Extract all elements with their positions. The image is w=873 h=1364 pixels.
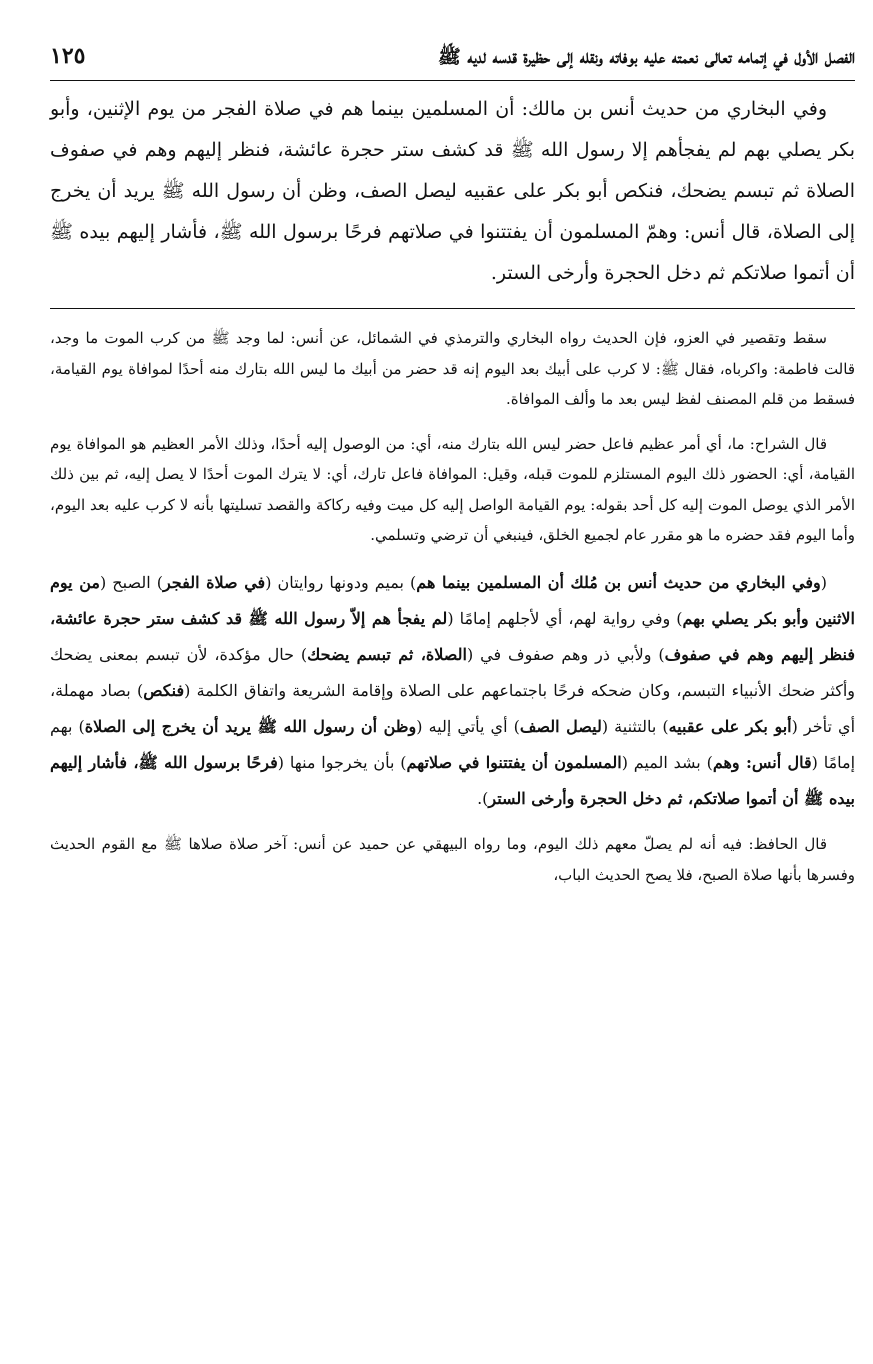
book-page <box>50 40 855 1330</box>
commentary-quoted-text: قال أنس: وهم <box>712 752 812 772</box>
page-number: ١٢٥ <box>50 43 86 69</box>
header-rule <box>50 80 855 81</box>
commentary-quoted-text: أبو بكر على عقبيه <box>668 716 792 736</box>
commentary-segment: ) حال مؤكدة، لأن تبسم بمعنى يضحك وأكثر ضحك الأنبياء التبسم، وكان ضحكه فرحًا باجتماعهم على الصلاة وإقامة الشريعة واتفاق الكلمة ( <box>50 644 855 700</box>
footnote-paragraph: سقط وتقصير في العزو، فإن الحديث رواه البخاري والترمذي في الشمائل، عن أنس: لما وجد ﷺ من كرب الموت ما وجد، قالت فاطمة: واكرباه، فقال ﷺ: لا كرب على أبيك بعد اليوم إنه قد حضر من أبيك ما ليس الله بتارك منه أحدًا لموافاة يوم القيامة، فسقط من قلم المصنف لفظ ليس بعد ما وألف الموافاة. <box>50 329 855 408</box>
chapter-title: الفصل الأول في إتمامه تعالى نعمته عليه بوفاته ونقله إلى حظيرة قدسه لديه ﷺ <box>437 46 855 68</box>
commentary-segment: ) بأن يخرجوا منها ( <box>277 752 407 772</box>
commentary-segment: ) بميم ودونها روايتان ( <box>265 572 417 592</box>
commentary-quoted-text: فنكص <box>143 680 185 700</box>
commentary-segment: ) الصبح ( <box>99 572 163 592</box>
commentary-quoted-text: فرحًا برسول الله ﷺ، فأشار إليهم بيده ﷺ أن أتموا صلاتكم، ثم دخل الحجرة وأرخى الستر <box>50 752 855 808</box>
commentary-quoted-text: من يوم الاثنين وأبو بكر يصلي بهم <box>50 572 855 628</box>
commentary-segment: ) بصاد مهملة، أي تأخر ( <box>50 680 856 736</box>
commentary-quoted-text: المسلمون أن يفتتنوا في صلاتهم <box>406 752 622 772</box>
commentary-segment: ) أي يأتي إليه ( <box>416 716 520 736</box>
commentary-segment: ) ولأبي ذر وهم صفوف في ( <box>466 644 665 664</box>
commentary-segment: ) وفي رواية لهم، أي لأجلهم إمامًا ( <box>447 608 683 628</box>
commentary-paragraph <box>50 565 855 817</box>
commentary-quoted-text: ليصل الصف <box>519 716 602 736</box>
hafiz-note-paragraph: قال الحافظ: فيه أنه لم يصلّ معهم ذلك اليوم، وما رواه البيهقي عن حميد عن أنس: آخر صلاة صلاها ﷺ مع القوم الحديث وفسرها بأنها صلاة الصبح، فلا يصح الحديث الباب، <box>50 834 855 884</box>
commentary-segment: ) بشد الميم ( <box>621 752 713 772</box>
commentary-quoted-text: لم يفجأ هم إلاّ رسول الله ﷺ قد كشف ستر حجرة عائشة، فنظر إليهم وهم في صفوف <box>50 608 855 664</box>
commentary-quoted-text: وظن أن رسول الله ﷺ يريد أن يخرج إلى الصلاة <box>84 716 417 736</box>
commentary-segment: ). <box>477 788 489 808</box>
commentary-segment: ( <box>820 572 827 592</box>
shurrah-paragraph: قال الشراح: ما، أي أمر عظيم فاعل حضر ليس الله بتارك منه، أي: من الوصول إليه أحدًا، وذلك الأمر العظيم هو الموافاة يوم القيامة، أي: الحضور ذلك اليوم المستلزم للموت قبله، وقيل: الموافاة فاعل تارك، أي: لا يترك الموت أحدًا لا يصل إليه، ثم بين ذلك الأمر الذي يوصل الموت إليه كل أحد بقوله: يوم القيامة الواصل إليه كل ميت وفيه ركاكة والقصد تسليتها بأنه لا كرب عليه بعد اليوم، وأما اليوم فقد حضره ما هو مقرر عام لجميع الخلق، فينبغي أن ترضي وتسلمي. <box>50 434 855 544</box>
commentary-segment: ) بهم إمامًا ( <box>50 716 856 772</box>
commentary-segment: ) بالتثنية ( <box>601 716 669 736</box>
commentary-quoted-text: الصلاة، ثم تبسم يضحك <box>307 644 467 664</box>
footnote-separator <box>50 308 855 309</box>
main-hadith-text: وفي البخاري من حديث أنس بن مالك: أن المسلمين بينما هم في صلاة الفجر من يوم الإثنين، وأبو بكر يصلي بهم لم يفجأهم إلا رسول الله ﷺ قد كشف ستر حجرة عائشة، فنظر إليهم وهم في صفوف الصلاة ثم تبسم يضحك، فنكص أبو بكر على عقبيه ليصل الصف، وظن أن رسول الله ﷺ يريد أن يخرج إلى الصلاة، قال أنس: وهمّ المسلمون أن يفتتنوا في صلاتهم فرحًا برسول الله ﷺ، فأشار إليهم بيده ﷺ أن أتموا صلاتكم ثم دخل الحجرة وأرخى الستر. <box>50 98 855 284</box>
commentary-quoted-text: في صلاة الفجر <box>162 572 266 592</box>
running-header <box>50 40 855 80</box>
commentary-quoted-text: وفي البخاري من حديث أنس بن مُلك أن المسلمين بينما هم <box>416 572 821 592</box>
